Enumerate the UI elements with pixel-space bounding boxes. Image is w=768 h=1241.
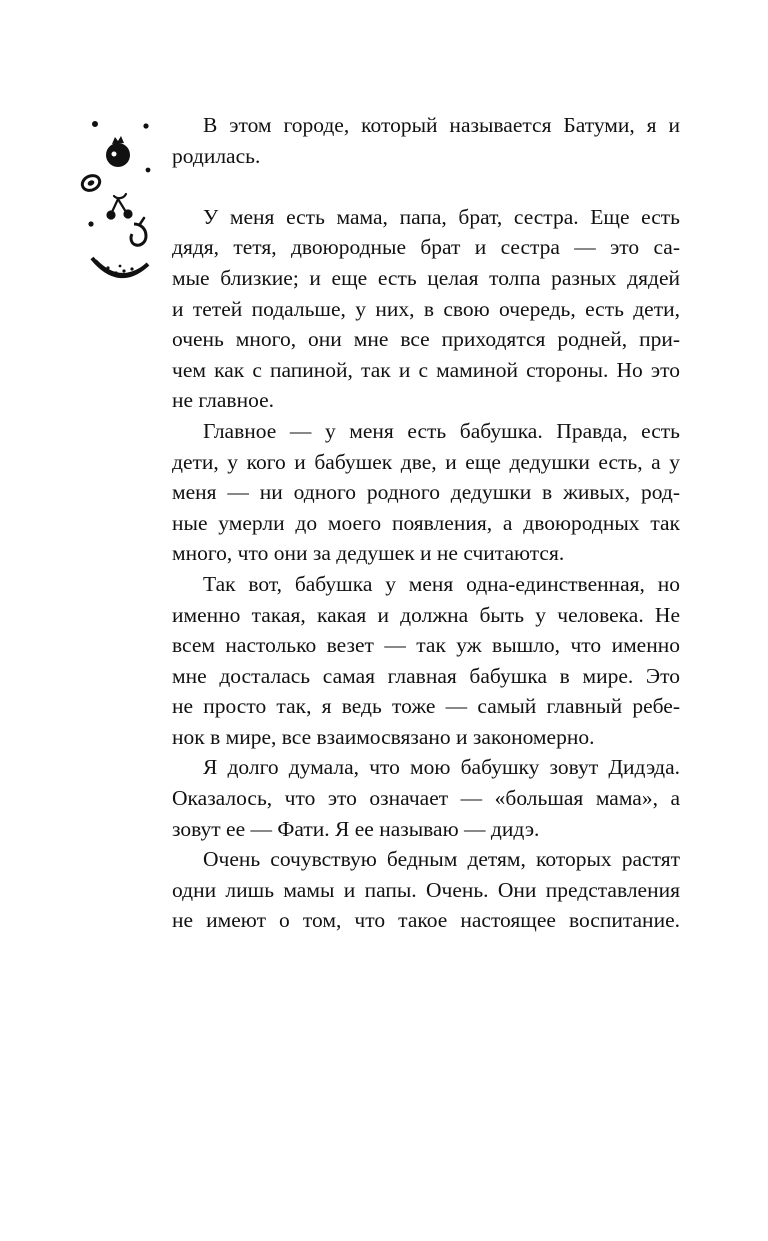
paragraph-gap <box>172 171 680 202</box>
text-line: не главное. <box>172 388 275 413</box>
text-line: много, что они за дедушек и не считаются. <box>172 541 565 566</box>
text-line: Главное — у меня есть бабушка. Правда, есть <box>203 418 680 443</box>
text-line: одни лишь мамы и папы. Очень. Они представления <box>172 877 680 902</box>
text-line: именно такая, какая и должна быть у человека. Не <box>172 602 680 627</box>
text-line: очень много, они мне все приходятся родней, при- <box>172 327 680 352</box>
text-line: и тетей подальше, у них, в свою очередь, есть дети, <box>172 296 680 321</box>
text-line: нок в мире, все взаимосвязано и закономерно. <box>172 724 595 749</box>
text-line: не просто так, я ведь тоже — самый главный ребе- <box>172 694 680 719</box>
text-line: мые близкие; и еще есть целая толпа разных дядей <box>172 265 680 290</box>
cherry-icon <box>108 194 132 219</box>
ornament-dot <box>88 221 93 226</box>
plum-icon <box>80 173 102 193</box>
text-line: не имеют о том, что такое настоящее воспитание. <box>172 908 680 933</box>
text-line: зовут ее — Фати. Я ее называю — дидэ. <box>172 816 540 841</box>
text-line: Очень сочувствую бедным детям, которых растят <box>203 847 680 872</box>
ornament-dot <box>146 168 151 173</box>
text-line: ные умерли до моего появления, а двоюродных так <box>172 510 680 535</box>
text-line: родилась. <box>172 143 261 168</box>
pomegranate-icon <box>106 136 130 167</box>
ornament-dot <box>92 121 98 127</box>
text-line: чем как с папиной, так и с маминой стороны. Но это <box>172 357 680 382</box>
text-line: Я долго думала, что мою бабушку зовут Дидэда. <box>203 755 680 780</box>
apple-icon <box>131 218 146 245</box>
text-line: В этом городе, который называется Батуми, я и <box>203 113 680 137</box>
text-line: У меня есть мама, папа, брат, сестра. Еще есть <box>203 204 680 229</box>
text-line: мне досталась самая главная бабушка в мире. Это <box>172 663 680 688</box>
text-line: меня — ни одного родного дедушки в живых, род- <box>172 480 680 505</box>
body-text <box>172 110 680 936</box>
text-line: дядя, тетя, двоюродные брат и сестра — это са- <box>172 235 680 260</box>
text-line: Так вот, бабушка у меня одна-единственная, но <box>203 571 680 596</box>
watermelon-slice-icon <box>92 258 148 276</box>
fruit-ornament-icon <box>74 108 164 298</box>
ornament-dot <box>143 123 148 128</box>
text-line: Оказалось, что это означает — «большая мама», а <box>172 786 680 811</box>
text-line: всем настолько везет — так уж вышло, что именно <box>172 633 680 658</box>
text-line: дети, у кого и бабушек две, и еще дедушки есть, а у <box>172 449 680 474</box>
